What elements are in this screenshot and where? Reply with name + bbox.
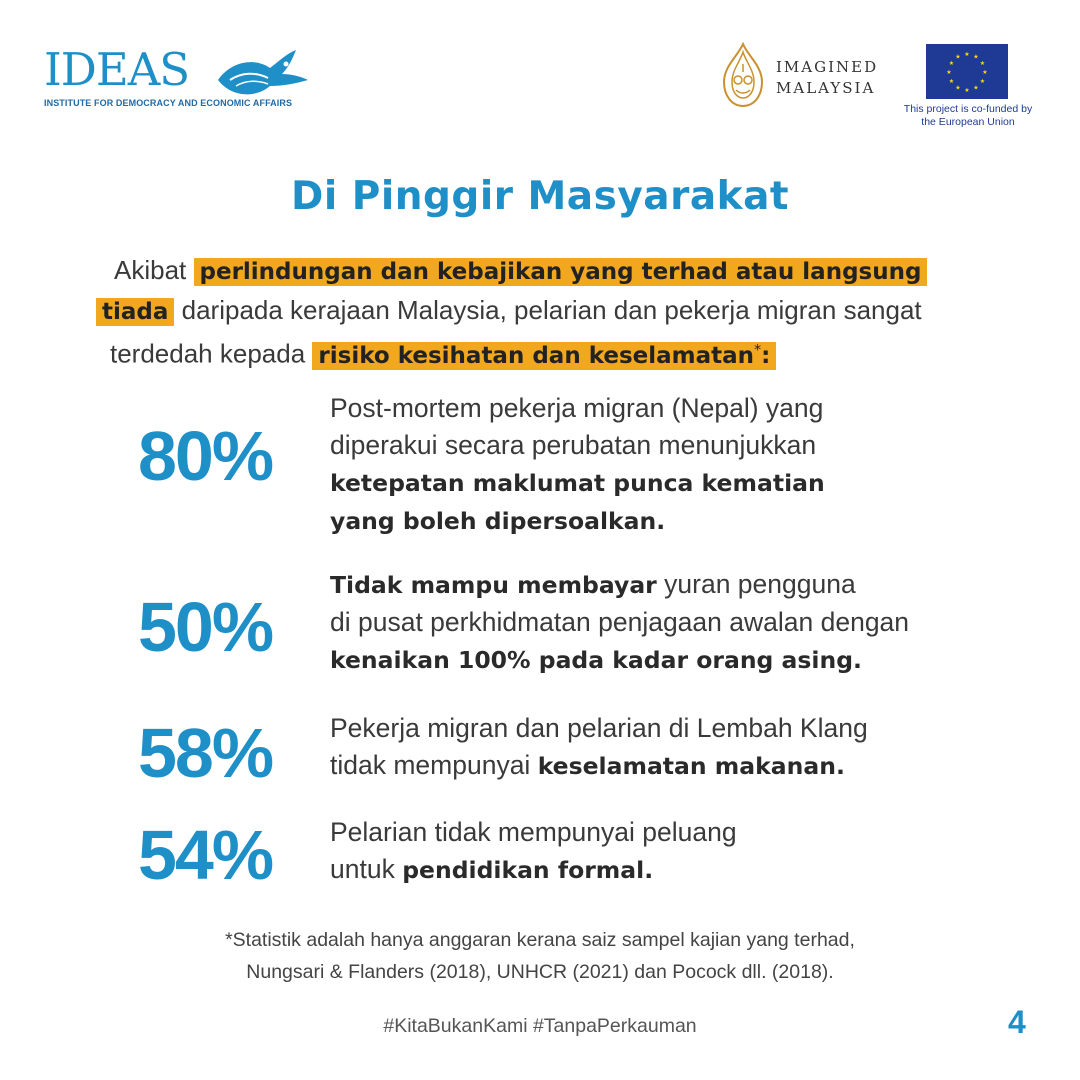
intro-line-3 — [110, 332, 776, 374]
page-number: 4 — [1008, 1004, 1026, 1040]
intro-highlight-2: tiada — [96, 298, 174, 326]
stat-bold-text: pendidikan formal. — [402, 856, 654, 884]
intro-asterisk: * — [754, 342, 762, 358]
hashtags: #KitaBukanKami #TanpaPerkauman — [383, 1015, 697, 1037]
intro-highlight-3 — [312, 342, 776, 370]
stat-line — [330, 851, 970, 889]
stat-plain-text: yuran pengguna — [656, 569, 856, 599]
stat-bold-text: yang boleh dipersoalkan. — [330, 507, 666, 535]
eu-caption-line2: the European Union — [921, 116, 1015, 128]
stat-line-bold — [330, 641, 970, 679]
page-title: Di Pinggir Masyarakat — [290, 174, 790, 219]
stat-percent-80: 80% — [138, 417, 273, 495]
eu-flag-icon — [926, 44, 1008, 99]
stat-percent-58: 58% — [138, 714, 273, 792]
svg-text:★: ★ — [948, 60, 955, 67]
wayang-icon — [718, 42, 768, 108]
stat-description-80 — [330, 390, 970, 540]
stat-line: Pelarian tidak mempunyai peluang — [330, 817, 737, 847]
ideas-logo-wordmark: IDEAS — [44, 43, 190, 96]
svg-text:★: ★ — [973, 84, 979, 92]
svg-text:★: ★ — [973, 53, 979, 61]
stat-line: Post-mortem pekerja migran (Nepal) yang — [330, 393, 824, 423]
stat-line — [330, 747, 970, 785]
bird-icon — [212, 46, 312, 102]
stat-bold-text: kenaikan 100% pada kadar orang asing. — [330, 646, 862, 674]
footnote-line-2: Nungsari & Flanders (2018), UNHCR (2021) dan Pocock dll. (2018). — [246, 961, 834, 983]
footnote — [0, 924, 1080, 988]
intro-highlight-3-text: risiko kesihatan dan keselamatan — [318, 342, 755, 369]
stat-plain-text: tidak mempunyai — [330, 750, 538, 780]
intro-highlight-1: perlindungan dan kebajikan yang terhad atau langsung — [194, 258, 928, 286]
svg-text:★: ★ — [955, 53, 961, 61]
imagined-malaysia-logo — [718, 42, 898, 108]
intro-colon: : — [761, 342, 771, 369]
stat-bold-text: keselamatan makanan. — [537, 752, 845, 780]
stat-line: diperakui secara perubatan menunjukkan — [330, 430, 817, 460]
intro-prefix: Akibat — [114, 255, 187, 285]
svg-text:★: ★ — [964, 87, 970, 94]
eu-caption — [884, 103, 1052, 129]
stat-line-bold — [330, 502, 970, 540]
svg-text:★: ★ — [964, 51, 970, 58]
stat-bold-text: ketepatan maklumat punca kematian — [330, 469, 825, 497]
stat-description-54 — [330, 814, 970, 889]
stat-line — [330, 566, 970, 604]
svg-text:★: ★ — [955, 84, 961, 92]
svg-text:★: ★ — [982, 69, 988, 76]
svg-text:★: ★ — [979, 78, 986, 85]
stat-plain-text: untuk — [330, 854, 403, 884]
stat-line: Pekerja migran dan pelarian di Lembah Klang — [330, 713, 868, 743]
footnote-line-1: *Statistik adalah hanya anggaran kerana saiz sampel kajian yang terhad, — [225, 929, 855, 951]
stat-bold-text: Tidak mampu membayar — [330, 571, 657, 599]
stat-percent-50: 50% — [138, 588, 273, 666]
ideas-logo — [44, 42, 293, 112]
intro-line-2 — [96, 292, 922, 330]
stat-description-58 — [330, 710, 970, 785]
stat-line-bold — [330, 464, 970, 502]
intro-middle: daripada kerajaan Malaysia, pelarian dan pekerja migran sangat — [181, 295, 922, 325]
svg-text:★: ★ — [946, 69, 952, 76]
imagined-malaysia-line1: IMAGINED — [776, 58, 879, 76]
intro-prefix-3: terdedah kepada — [110, 338, 306, 369]
eu-caption-line1: This project is co-funded by — [903, 103, 1033, 115]
intro-line-1 — [114, 252, 927, 290]
stat-percent-54: 54% — [138, 816, 273, 894]
ideas-logo-subtitle: INSTITUTE FOR DEMOCRACY AND ECONOMIC AFFAIRS — [44, 98, 293, 108]
imagined-malaysia-line2: MALAYSIA — [776, 79, 876, 97]
stat-description-50 — [330, 566, 970, 679]
stat-line: di pusat perkhidmatan penjagaan awalan dengan — [330, 607, 910, 637]
svg-text:★: ★ — [948, 78, 955, 85]
svg-text:★: ★ — [979, 60, 986, 67]
